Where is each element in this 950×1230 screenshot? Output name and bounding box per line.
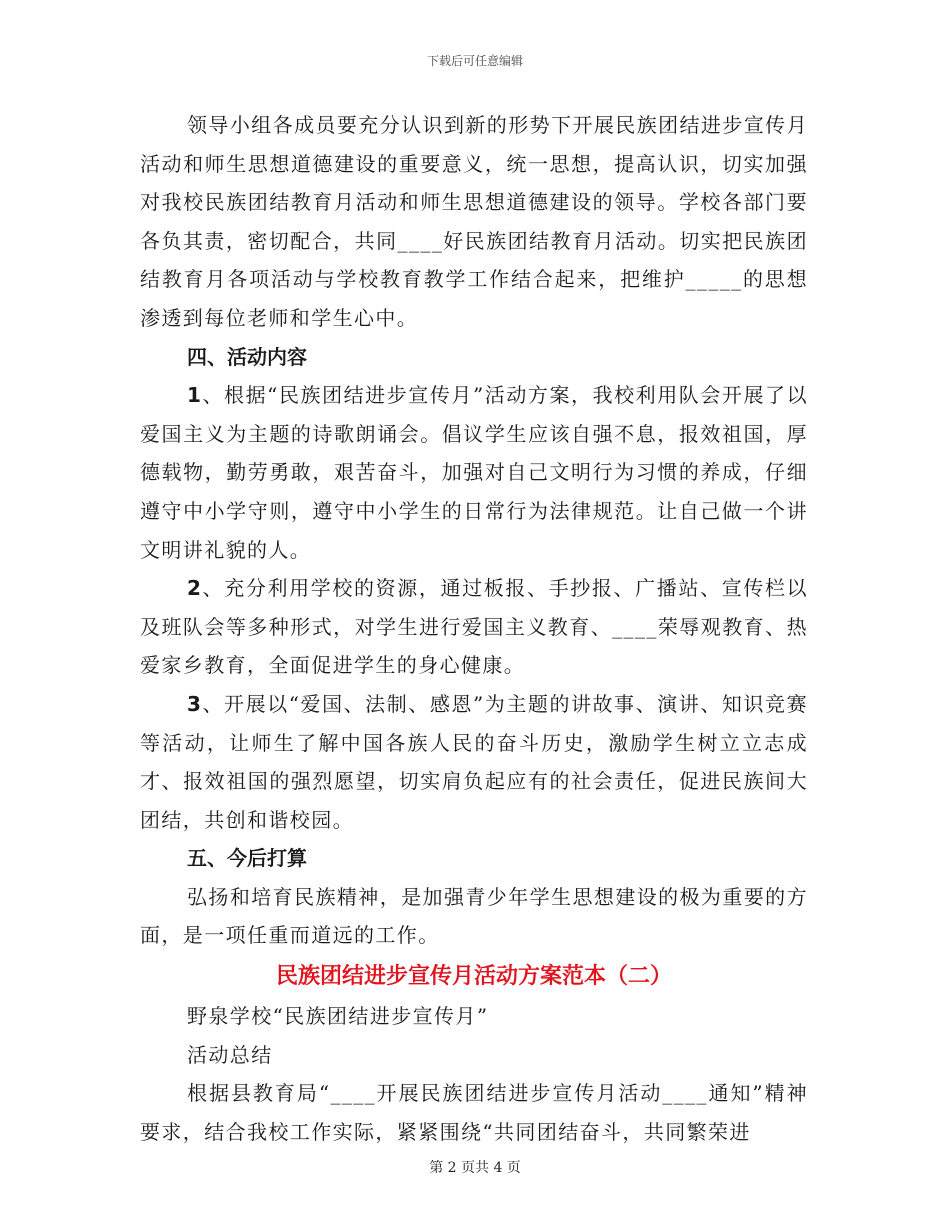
page-header: 下载后可任意编辑: [426, 54, 523, 68]
item-text: 、开展以“爱国、法制、感恩”为主题的讲故事、演讲、知识竞赛等活动，让师生了解中国各族人民的奋斗历史，激励学生树立立志成才、报效祖国的强烈愿望，切实肩负起应有的社会责任，促进民族间大团结，共创和谐校园。: [140, 691, 808, 832]
item-number: 1: [187, 383, 203, 408]
activity-item-3: [140, 685, 808, 839]
intro-paragraph: 领导小组各成员要充分认识到新的形势下开展民族团结进步宣传月活动和师生思想道德建设的重要意义，统一思想，提高认识，切实加强对我校民族团结教育月活动和师生思想道德建设的领导。学校各部门要各负其责，密切配合，共同____好民族团结教育月活动。切实把民族团结教育月各项活动与学校教育教学工作结合起来，把维护_____的思想渗透到每位老师和学生心中。: [140, 113, 808, 330]
item-text: 、充分利用学校的资源，通过板报、手抄报、广播站、宣传栏以及班队会等多种形式，对学生进行爱国主义教育、____荣辱观教育、热爱家乡教育，全面促进学生的身心健康。: [140, 576, 808, 678]
future-plan-paragraph: 弘扬和培育民族精神，是加强青少年学生思想建设的极为重要的方面，是一项任重而道远的工作。: [140, 884, 808, 948]
school-line: 野泉学校“民族团结进步宣传月”: [187, 1004, 489, 1029]
item-text: 、根据“民族团结进步宣传月”活动方案，我校利用队会开展了以爱国主义为主题的诗歌朗诵会。倡议学生应该自强不息，报效祖国，厚德载物，勤劳勇敢，艰苦奋斗，加强对自己文明行为习惯的养成，仔细遵守中小学守则，遵守中小学生的日常行为法律规范。让自己做一个讲文明讲礼貌的人。: [140, 383, 808, 562]
document-body: [140, 106, 808, 1151]
item-number: 3: [187, 691, 203, 716]
item-number: 2: [187, 576, 203, 601]
activity-item-1: [140, 376, 808, 569]
section-heading-4: 四、活动内容: [187, 344, 307, 369]
section-heading-5: 五、今后打算: [187, 846, 307, 871]
document-title: 民族团结进步宣传月活动方案范本（二）: [275, 964, 672, 990]
summary-label: 活动总结: [187, 1042, 273, 1067]
page-footer: 第 2 页共 4 页: [429, 1160, 521, 1176]
activity-item-2: [140, 569, 808, 685]
summary-paragraph: 根据县教育局“____开展民族团结进步宣传月活动____通知”精神要求，结合我校工作实际，紧紧围绕“共同团结奋斗，共同繁荣进: [140, 1081, 808, 1144]
